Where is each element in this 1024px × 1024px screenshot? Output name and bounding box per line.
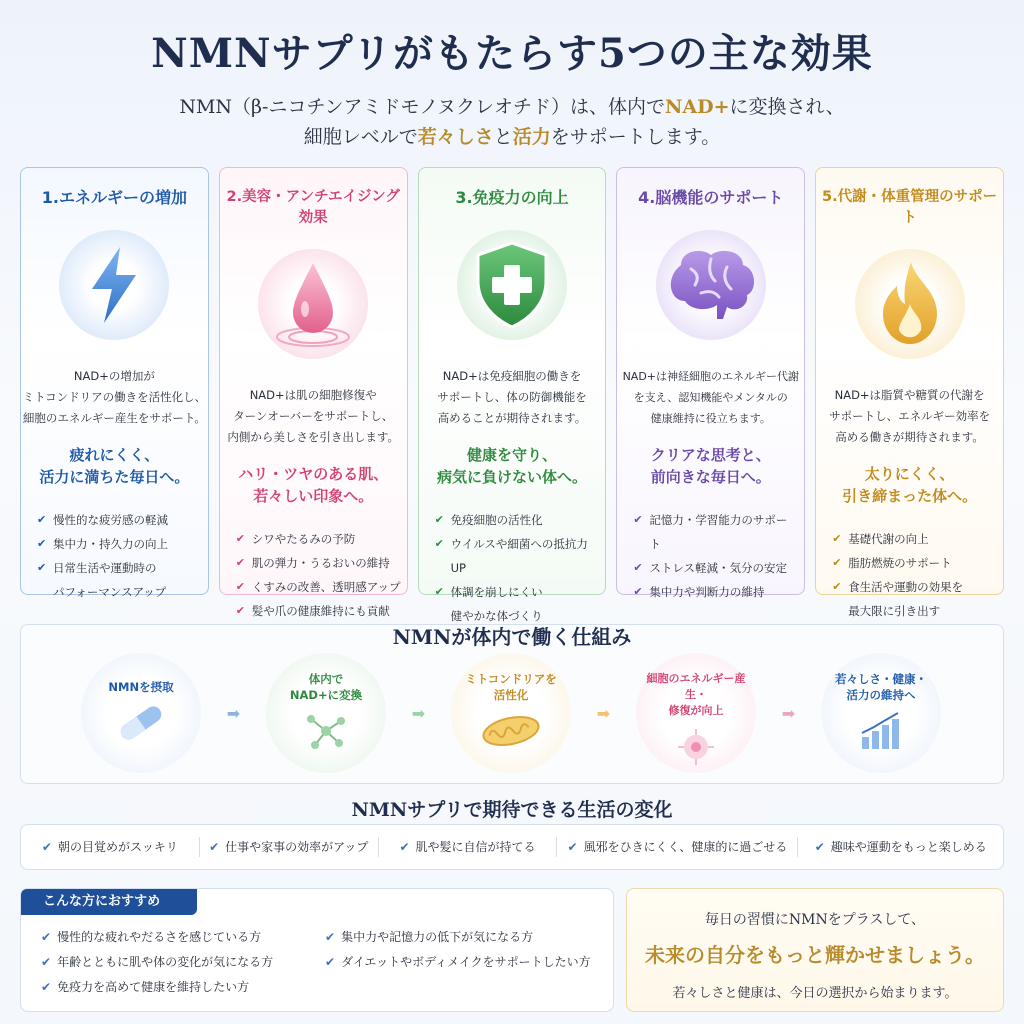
mitochondria-icon	[479, 711, 543, 755]
list-item	[236, 527, 401, 551]
card-title: 4.脳機能のサポート	[638, 188, 784, 207]
desc-line: 内側から美しさを引き出します。	[227, 430, 399, 444]
life-change-label: 朝の目覚めがスッキリ	[57, 840, 178, 854]
check-icon: ✔	[832, 556, 842, 569]
list-item-label: 慢性的な疲れやだるさを感じている方	[57, 930, 262, 944]
subtitle-highlight-youth: 若々しさ	[417, 126, 494, 148]
check-icon: ✔	[434, 537, 444, 550]
step-label-line: 細胞のエネルギー産生・	[646, 672, 746, 701]
highlight-line: 引き締まった体へ。	[842, 487, 978, 505]
list-item-label: ストレス軽減・気分の安定	[649, 561, 788, 575]
step-label-line: 活性化	[493, 688, 529, 702]
desc-line: 細胞のエネルギー産生をサポート。	[22, 411, 206, 425]
list-item-continuation	[832, 599, 997, 623]
step-cell-repair	[636, 653, 756, 773]
list-item-label: 食生活や運動の効果を	[848, 580, 964, 594]
card-description	[419, 366, 606, 429]
check-icon: ✔	[235, 556, 246, 569]
highlight-line: 若々しい印象へ。	[253, 487, 374, 505]
check-icon: ✔	[235, 580, 246, 593]
list-item-label: ウイルスや細菌への抵抗力UP	[450, 537, 588, 575]
check-icon: ✔	[235, 604, 246, 617]
life-change-item	[798, 837, 1002, 857]
life-change-item	[557, 837, 798, 857]
step-label-line: 若々しさ・健康・	[835, 672, 927, 686]
desc-line: ターンオーバーをサポートし、	[233, 409, 394, 423]
check-icon: ✔	[832, 532, 842, 545]
list-item	[37, 532, 202, 556]
check-icon: ✔	[325, 930, 336, 944]
step-mitochondria	[451, 653, 571, 773]
lightning-icon	[59, 230, 169, 340]
list-item-label: 免疫細胞の活性化	[450, 513, 543, 527]
brain-icon	[656, 230, 766, 340]
list-item-label: 免疫力を高めて健康を維持したい方	[57, 980, 250, 994]
check-icon: ✔	[399, 840, 410, 854]
check-icon: ✔	[41, 840, 52, 854]
card-description	[816, 385, 1003, 448]
step-intake	[81, 653, 201, 773]
life-changes-title: NMNサプリで期待できる生活の変化	[351, 799, 673, 821]
life-change-label: 仕事や家事の効率がアップ	[225, 840, 369, 854]
check-icon: ✔	[567, 840, 578, 854]
desc-line: ミトコンドリアの働きを活性化し、	[22, 390, 207, 404]
subtitle-text: に変換され、	[729, 96, 845, 118]
highlight-line: 病気に負けない体へ。	[436, 468, 587, 486]
list-item-label: 記憶力・学習能力のサポート	[649, 513, 788, 551]
list-item-label: 集中力や判断力の維持	[649, 585, 765, 599]
list-item	[325, 925, 591, 950]
check-icon: ✔	[832, 580, 842, 593]
list-item-label: ダイエットやボディメイクをサポートしたい方	[341, 955, 591, 969]
mechanism-section	[20, 624, 1004, 784]
shield-cross-icon	[457, 230, 567, 340]
list-item	[435, 580, 600, 604]
subtitle-highlight-nad: NAD+	[664, 96, 730, 118]
card-benefit-list	[220, 527, 407, 623]
card-description	[21, 366, 208, 429]
desc-line: サポートし、体の防御機能を	[437, 390, 587, 404]
effect-card-energy	[20, 167, 209, 599]
list-item-label: 体調を崩しにくい	[450, 585, 543, 599]
check-icon: ✔	[235, 532, 246, 545]
step-label-line: NMNを摂取	[108, 680, 174, 694]
check-icon: ✔	[633, 585, 643, 598]
card-benefit-list	[617, 508, 804, 604]
list-item-label: パフォーマンスアップ	[53, 585, 167, 599]
message-headline: 未来の自分をもっと輝かせましょう。	[645, 943, 985, 967]
desc-line: NAD+は神経細胞のエネルギー代謝	[622, 370, 800, 383]
card-description	[220, 385, 407, 448]
list-item	[832, 551, 997, 575]
subtitle-text: NMN（β-ニコチンアミドモノヌクレオチド）は、体内で	[179, 96, 665, 118]
list-item-label: 集中力や記憶力の低下が気になる方	[341, 930, 534, 944]
life-change-label: 肌や髪に自信が持てる	[415, 840, 536, 854]
life-change-item	[200, 837, 379, 857]
recommendation-list-left	[41, 925, 273, 1000]
arrow-icon: ➡	[226, 703, 241, 723]
list-item	[325, 950, 591, 975]
water-drop-icon	[258, 249, 368, 359]
mechanism-title	[21, 623, 1003, 652]
list-item	[633, 580, 798, 604]
check-icon: ✔	[434, 585, 444, 598]
card-title: 5.代謝・体重管理のサポート	[822, 189, 998, 226]
check-icon: ✔	[633, 513, 643, 526]
step-label-line: NAD+に変換	[289, 688, 363, 702]
subtitle-text: と	[493, 126, 513, 148]
list-item-label: 脂肪燃焼のサポート	[848, 556, 952, 570]
list-item-label: 健やかな体づくり	[450, 609, 543, 623]
list-item	[435, 532, 600, 580]
list-item	[41, 975, 273, 1000]
arrow-icon: ➡	[596, 703, 611, 723]
card-title: 1.エネルギーの増加	[41, 188, 187, 207]
effect-card-immunity	[418, 167, 607, 623]
list-item-continuation	[37, 580, 202, 604]
list-item	[37, 556, 202, 580]
life-change-label: 趣味や運動をもっと楽しめる	[830, 840, 987, 854]
step-label	[108, 679, 173, 695]
arrow-icon: ➡	[411, 703, 426, 723]
card-highlight	[220, 463, 407, 507]
effect-card-beauty	[219, 167, 408, 618]
capsule-icon	[114, 703, 168, 747]
molecule-icon	[301, 711, 351, 755]
life-change-item	[21, 837, 200, 857]
page-title: NMNサプリがもたらす5つの主な効果	[151, 30, 873, 77]
mechanism-steps	[81, 653, 941, 773]
list-item	[236, 551, 401, 575]
step-label-line: 活力の維持へ	[846, 688, 916, 702]
step-label	[290, 671, 362, 703]
list-item-label: 基礎代謝の向上	[848, 532, 929, 546]
subtitle-line-2	[0, 122, 1024, 149]
recommendation-badge: こんな方におすすめ	[21, 889, 197, 915]
step-label	[835, 671, 927, 703]
life-change-item	[379, 837, 558, 857]
check-icon: ✔	[814, 840, 825, 854]
card-title: 3.免疫力の向上	[455, 188, 569, 207]
subtitle-highlight-vitality: 活力	[512, 126, 551, 148]
desc-line: 高めることが期待されます。	[437, 411, 587, 425]
step-label-line: 修復が向上	[668, 704, 724, 717]
card-highlight	[419, 444, 606, 488]
list-item	[37, 508, 202, 532]
card-highlight	[617, 444, 804, 488]
card-benefit-list	[21, 508, 208, 604]
effect-card-metabolism	[815, 167, 1004, 618]
desc-line: NAD+は肌の細胞修復や	[249, 388, 377, 402]
life-change-label: 風邪をひきにくく、健康的に過ごせる	[583, 840, 788, 854]
list-item-label: 最大限に引き出す	[848, 604, 941, 618]
list-item-label: 肌の弾力・うるおいの維持	[251, 556, 390, 570]
mechanism-title-text: NMNが体内で働く仕組み	[379, 625, 646, 649]
card-highlight	[21, 444, 208, 488]
desc-line: サポートし、エネルギー効率を	[829, 409, 991, 423]
step-label	[636, 671, 756, 719]
arrow-icon: ➡	[781, 703, 796, 723]
check-icon: ✔	[209, 840, 220, 854]
list-item	[41, 925, 273, 950]
step-label-line: ミトコンドリアを	[465, 672, 557, 686]
check-icon: ✔	[325, 955, 336, 969]
check-icon: ✔	[41, 980, 52, 994]
flame-icon	[855, 249, 965, 359]
list-item	[41, 950, 273, 975]
desc-line: 高める働きが期待されます。	[835, 430, 984, 444]
step-nad-conversion	[266, 653, 386, 773]
check-icon: ✔	[37, 561, 47, 574]
highlight-line: 健康を守り、	[466, 446, 557, 464]
message-line-3: 若々しさと健康は、今日の選択から始まります。	[672, 986, 958, 1001]
step-maintenance	[821, 653, 941, 773]
list-item-label: シワやたるみの予防	[251, 532, 356, 546]
check-icon: ✔	[41, 955, 52, 969]
check-icon: ✔	[41, 930, 52, 944]
list-item-label: 日常生活や運動時の	[53, 561, 157, 575]
card-title: 2.美容・アンチエイジング効果	[226, 189, 400, 226]
desc-line: NAD+は脂質や糖質の代謝を	[834, 388, 985, 402]
list-item	[435, 508, 600, 532]
highlight-line: 疲れにくく、	[69, 446, 160, 464]
effect-cards	[20, 167, 1004, 623]
list-item	[832, 527, 997, 551]
check-icon: ✔	[37, 537, 47, 550]
step-label-line: 体内で	[308, 672, 344, 686]
list-item-label: 集中力・持久力の向上	[53, 537, 168, 551]
check-icon: ✔	[434, 513, 444, 526]
card-highlight	[816, 463, 1003, 507]
highlight-line: ハリ・ツヤのある肌、	[238, 465, 389, 483]
desc-line: 健康維持に役立ちます。	[650, 412, 771, 425]
card-description	[617, 366, 804, 429]
card-benefit-list	[419, 508, 606, 628]
subtitle-line-1	[0, 92, 1024, 119]
check-icon: ✔	[633, 561, 643, 574]
list-item-label: 慢性的な疲労感の軽減	[53, 513, 168, 527]
highlight-line: 活力に満ちた毎日へ。	[39, 468, 190, 486]
list-item	[633, 556, 798, 580]
list-item	[236, 575, 401, 599]
effect-card-brain	[616, 167, 805, 599]
cell-sparkle-icon	[671, 727, 721, 771]
life-changes-bar	[20, 824, 1004, 870]
step-label	[465, 671, 557, 703]
list-item-label: 年齢とともに肌や体の変化が気になる方	[57, 955, 274, 969]
subtitle-text: 細胞レベルで	[303, 126, 418, 148]
recommendation-box	[20, 888, 614, 1012]
list-item	[236, 599, 401, 623]
desc-line: NAD+は免疫細胞の働きを	[442, 369, 582, 383]
desc-line: を支え、認知機能やメンタルの	[633, 391, 788, 404]
closing-message	[626, 888, 1004, 1012]
list-item	[832, 575, 997, 599]
card-benefit-list	[816, 527, 1003, 623]
highlight-line: 前向きな毎日へ。	[650, 468, 771, 486]
list-item	[633, 508, 798, 556]
desc-line: NAD+の増加が	[73, 369, 155, 383]
recommendation-list-right	[325, 925, 591, 975]
list-item-label: 髪や爪の健康維持にも貢献	[251, 604, 390, 618]
subtitle-text: をサポートします。	[550, 126, 721, 148]
check-icon: ✔	[37, 513, 47, 526]
list-item-label: くすみの改善、透明感アップ	[251, 580, 401, 594]
message-line-1: 毎日の習慣にNMNをプラスして、	[704, 912, 926, 928]
growth-chart-icon	[856, 711, 906, 755]
highlight-line: クリアな思考と、	[650, 446, 771, 464]
highlight-line: 太りにくく、	[864, 465, 955, 483]
